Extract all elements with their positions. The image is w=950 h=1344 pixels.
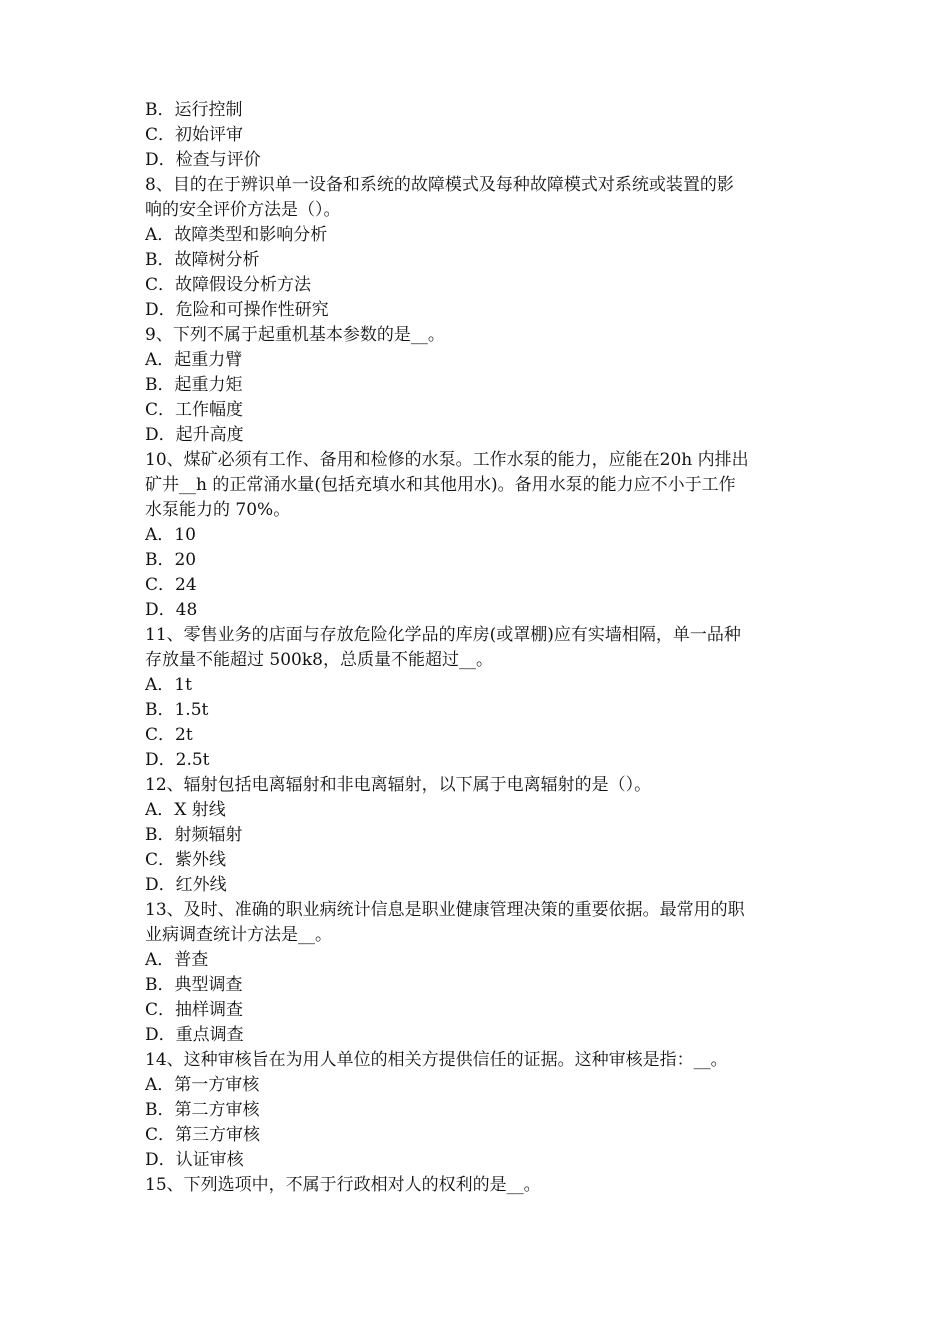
document-page bbox=[145, 98, 810, 1198]
option-text: D．48 bbox=[145, 600, 198, 620]
option-text: A．10 bbox=[145, 525, 196, 545]
question-text: 12、辐射包括电离辐射和非电离辐射，以下属于电离辐射的是（）。 bbox=[145, 775, 652, 795]
question-10 bbox=[145, 448, 810, 623]
option-text: B．起重力矩 bbox=[145, 375, 243, 395]
question-12 bbox=[145, 773, 810, 898]
option-text: B．20 bbox=[145, 550, 197, 570]
option-text: D．认证审核 bbox=[145, 1150, 244, 1170]
option-text: A．X 射线 bbox=[145, 800, 226, 820]
question-15 bbox=[145, 1173, 810, 1198]
question-13 bbox=[145, 898, 810, 1048]
question-text: 水泵能力的 70%。 bbox=[145, 500, 291, 520]
option-text: A．普查 bbox=[145, 950, 209, 970]
option-text: B．典型调查 bbox=[145, 975, 243, 995]
option-text: C．工作幅度 bbox=[145, 400, 244, 420]
question-text: 业病调查统计方法是__。 bbox=[145, 925, 332, 945]
option-text: C．24 bbox=[145, 575, 197, 595]
question-14 bbox=[145, 1048, 810, 1173]
question-text: 10、煤矿必须有工作、备用和检修的水泵。工作水泵的能力，应能在20h 内排出 bbox=[145, 450, 749, 470]
option-text: C．初始评审 bbox=[145, 125, 244, 145]
option-text: C．抽样调查 bbox=[145, 1000, 244, 1020]
option-text: A．故障类型和影响分析 bbox=[145, 225, 328, 245]
question-text: 响的安全评价方法是（）。 bbox=[145, 200, 341, 220]
option-text: D．重点调查 bbox=[145, 1025, 244, 1045]
question-text: 11、零售业务的店面与存放危险化学品的库房(或罩棚)应有实墙相隔，单一品种 bbox=[145, 625, 741, 645]
question-text: 9、下列不属于起重机基本参数的是__。 bbox=[145, 325, 445, 345]
question-11 bbox=[145, 623, 810, 773]
question-9 bbox=[145, 323, 810, 448]
option-text: B．故障树分析 bbox=[145, 250, 260, 270]
leading-options bbox=[145, 98, 810, 173]
option-text: D．起升高度 bbox=[145, 425, 244, 445]
option-text: C．紫外线 bbox=[145, 850, 227, 870]
option-text: D．2.5t bbox=[145, 750, 210, 770]
option-text: B．运行控制 bbox=[145, 100, 243, 120]
question-8 bbox=[145, 173, 810, 323]
question-text: 14、这种审核旨在为用人单位的相关方提供信任的证据。这种审核是指：__。 bbox=[145, 1050, 728, 1070]
question-text: 15、下列选项中，不属于行政相对人的权利的是__。 bbox=[145, 1175, 541, 1195]
option-text: D．红外线 bbox=[145, 875, 227, 895]
option-text: C．2t bbox=[145, 725, 193, 745]
question-text: 矿井__h 的正常涌水量(包括充填水和其他用水)。备用水泵的能力应不小于工作 bbox=[145, 475, 736, 495]
option-text: C．故障假设分析方法 bbox=[145, 275, 312, 295]
option-text: A．1t bbox=[145, 675, 192, 695]
option-text: D．危险和可操作性研究 bbox=[145, 300, 329, 320]
option-text: A．第一方审核 bbox=[145, 1075, 260, 1095]
question-text: 存放量不能超过 500k8，总质量不能超过__。 bbox=[145, 650, 493, 670]
option-text: B．第二方审核 bbox=[145, 1100, 260, 1120]
option-text: D．检查与评价 bbox=[145, 150, 261, 170]
option-text: B．射频辐射 bbox=[145, 825, 243, 845]
question-text: 13、及时、准确的职业病统计信息是职业健康管理决策的重要依据。最常用的职 bbox=[145, 900, 745, 920]
option-text: C．第三方审核 bbox=[145, 1125, 261, 1145]
option-text: A．起重力臂 bbox=[145, 350, 243, 370]
option-text: B．1.5t bbox=[145, 700, 209, 720]
question-text: 8、目的在于辨识单一设备和系统的故障模式及每种故障模式对系统或装置的影 bbox=[145, 175, 734, 195]
